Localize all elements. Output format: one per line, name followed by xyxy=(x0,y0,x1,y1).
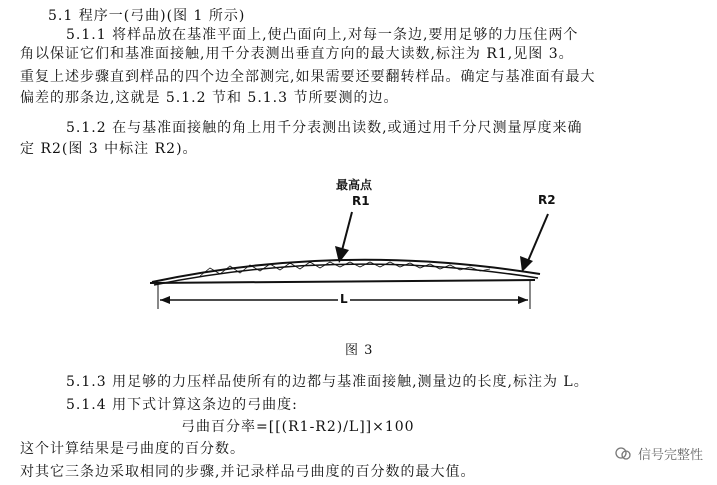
figure-3-diagram xyxy=(140,172,560,337)
label-r1: R1 xyxy=(352,194,370,208)
paragraph-result: 这个计算结果是弓曲度的百分数。 xyxy=(20,441,245,457)
label-r2: R2 xyxy=(538,193,556,207)
paragraph-5-1-4: 5.1.4 用下式计算这条边的弓曲度: xyxy=(66,397,298,413)
paragraph-5-1-2-line1: 5.1.2 在与基准面接触的角上用千分表测出读数,或通过用千分尺测量厚度来确 xyxy=(66,120,583,136)
paragraph-5-1-3: 5.1.3 用足够的力压样品使所有的边都与基准面接触,测量边的长度,标注为 L。 xyxy=(66,374,589,390)
label-highest-point: 最高点 xyxy=(336,178,373,192)
watermark-text: 信号完整性 xyxy=(637,448,703,463)
paragraph-5-1-1-line3: 重复上述步骤直到样品的四个边全部测完,如果需要还要翻转样品。确定与基准面有最大 xyxy=(20,69,596,85)
paragraph-5-1-1-line2: 角以保证它们和基准面接触,用千分表测出垂直方向的最大读数,标注为 R1,见图 3。 xyxy=(20,46,574,62)
wechat-icon xyxy=(614,447,632,461)
paragraph-5-1: 5.1 程序一(弓曲)(图 1 所示) xyxy=(48,8,246,24)
paragraph-5-1-1-line4: 偏差的那条边,这就是 5.1.2 节和 5.1.3 节所要测的边。 xyxy=(20,90,399,106)
watermark xyxy=(614,444,703,463)
paragraph-5-1-2-line2: 定 R2(图 3 中标注 R2)。 xyxy=(20,141,198,157)
paragraph-5-1-1-line1: 5.1.1 将样品放在基准平面上,使凸面向上,对每一条边,要用足够的力压住两个 xyxy=(66,27,579,43)
label-l: L xyxy=(340,292,348,306)
figure-caption: 图 3 xyxy=(345,343,374,358)
formula: 弓曲百分率=[[(R1-R2)/L]]×100 xyxy=(181,419,415,435)
base-plane-line xyxy=(150,280,535,283)
paragraph-final: 对其它三条边采取相同的步骤,并记录样品弓曲度的百分数的最大值。 xyxy=(20,464,476,480)
